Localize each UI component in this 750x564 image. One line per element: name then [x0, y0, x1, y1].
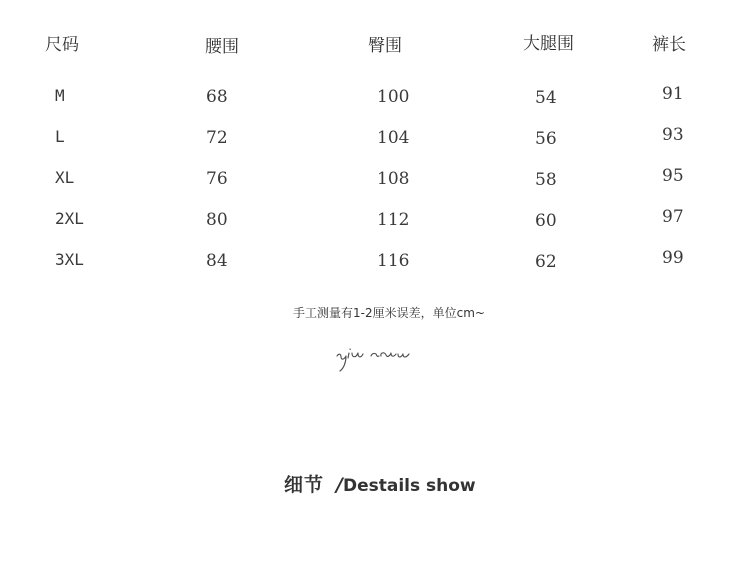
length-cell: 93 — [662, 125, 684, 145]
header-waist: 腰围 — [205, 37, 239, 57]
size-cell: 3XL — [55, 250, 84, 269]
waist-cell: 72 — [206, 128, 228, 148]
details-slash: / — [336, 474, 343, 496]
header-thigh: 大腿围 — [523, 34, 574, 54]
details-heading — [284, 470, 476, 497]
hip-cell: 116 — [377, 251, 410, 271]
measurement-note: 手工测量有1-2厘米误差，单位cm~ — [293, 306, 485, 320]
hip-cell: 112 — [377, 210, 410, 230]
waist-cell: 80 — [206, 210, 228, 230]
thigh-cell: 62 — [535, 252, 557, 272]
waist-cell: 76 — [206, 169, 228, 189]
details-title-cn: 细节 — [284, 474, 325, 496]
header-size: 尺码 — [45, 35, 79, 55]
hip-cell: 100 — [377, 87, 410, 107]
header-length: 裤长 — [652, 35, 686, 55]
hip-cell: 104 — [377, 128, 410, 148]
waist-cell: 68 — [206, 87, 228, 107]
length-cell: 95 — [662, 166, 684, 186]
signature-logo — [335, 344, 439, 372]
size-cell: M — [55, 86, 65, 105]
thigh-cell: 60 — [535, 211, 557, 231]
thigh-cell: 58 — [535, 170, 557, 190]
length-cell: 99 — [662, 248, 684, 268]
details-title-en: Destails show — [342, 476, 476, 496]
size-cell: XL — [55, 168, 75, 187]
length-cell: 97 — [662, 207, 684, 227]
waist-cell: 84 — [206, 251, 228, 271]
thigh-cell: 56 — [535, 129, 557, 149]
size-cell: L — [55, 127, 65, 146]
thigh-cell: 54 — [535, 88, 557, 108]
length-cell: 91 — [662, 84, 684, 104]
hip-cell: 108 — [377, 169, 410, 189]
header-hip: 臀围 — [368, 36, 402, 56]
size-cell: 2XL — [55, 209, 84, 228]
